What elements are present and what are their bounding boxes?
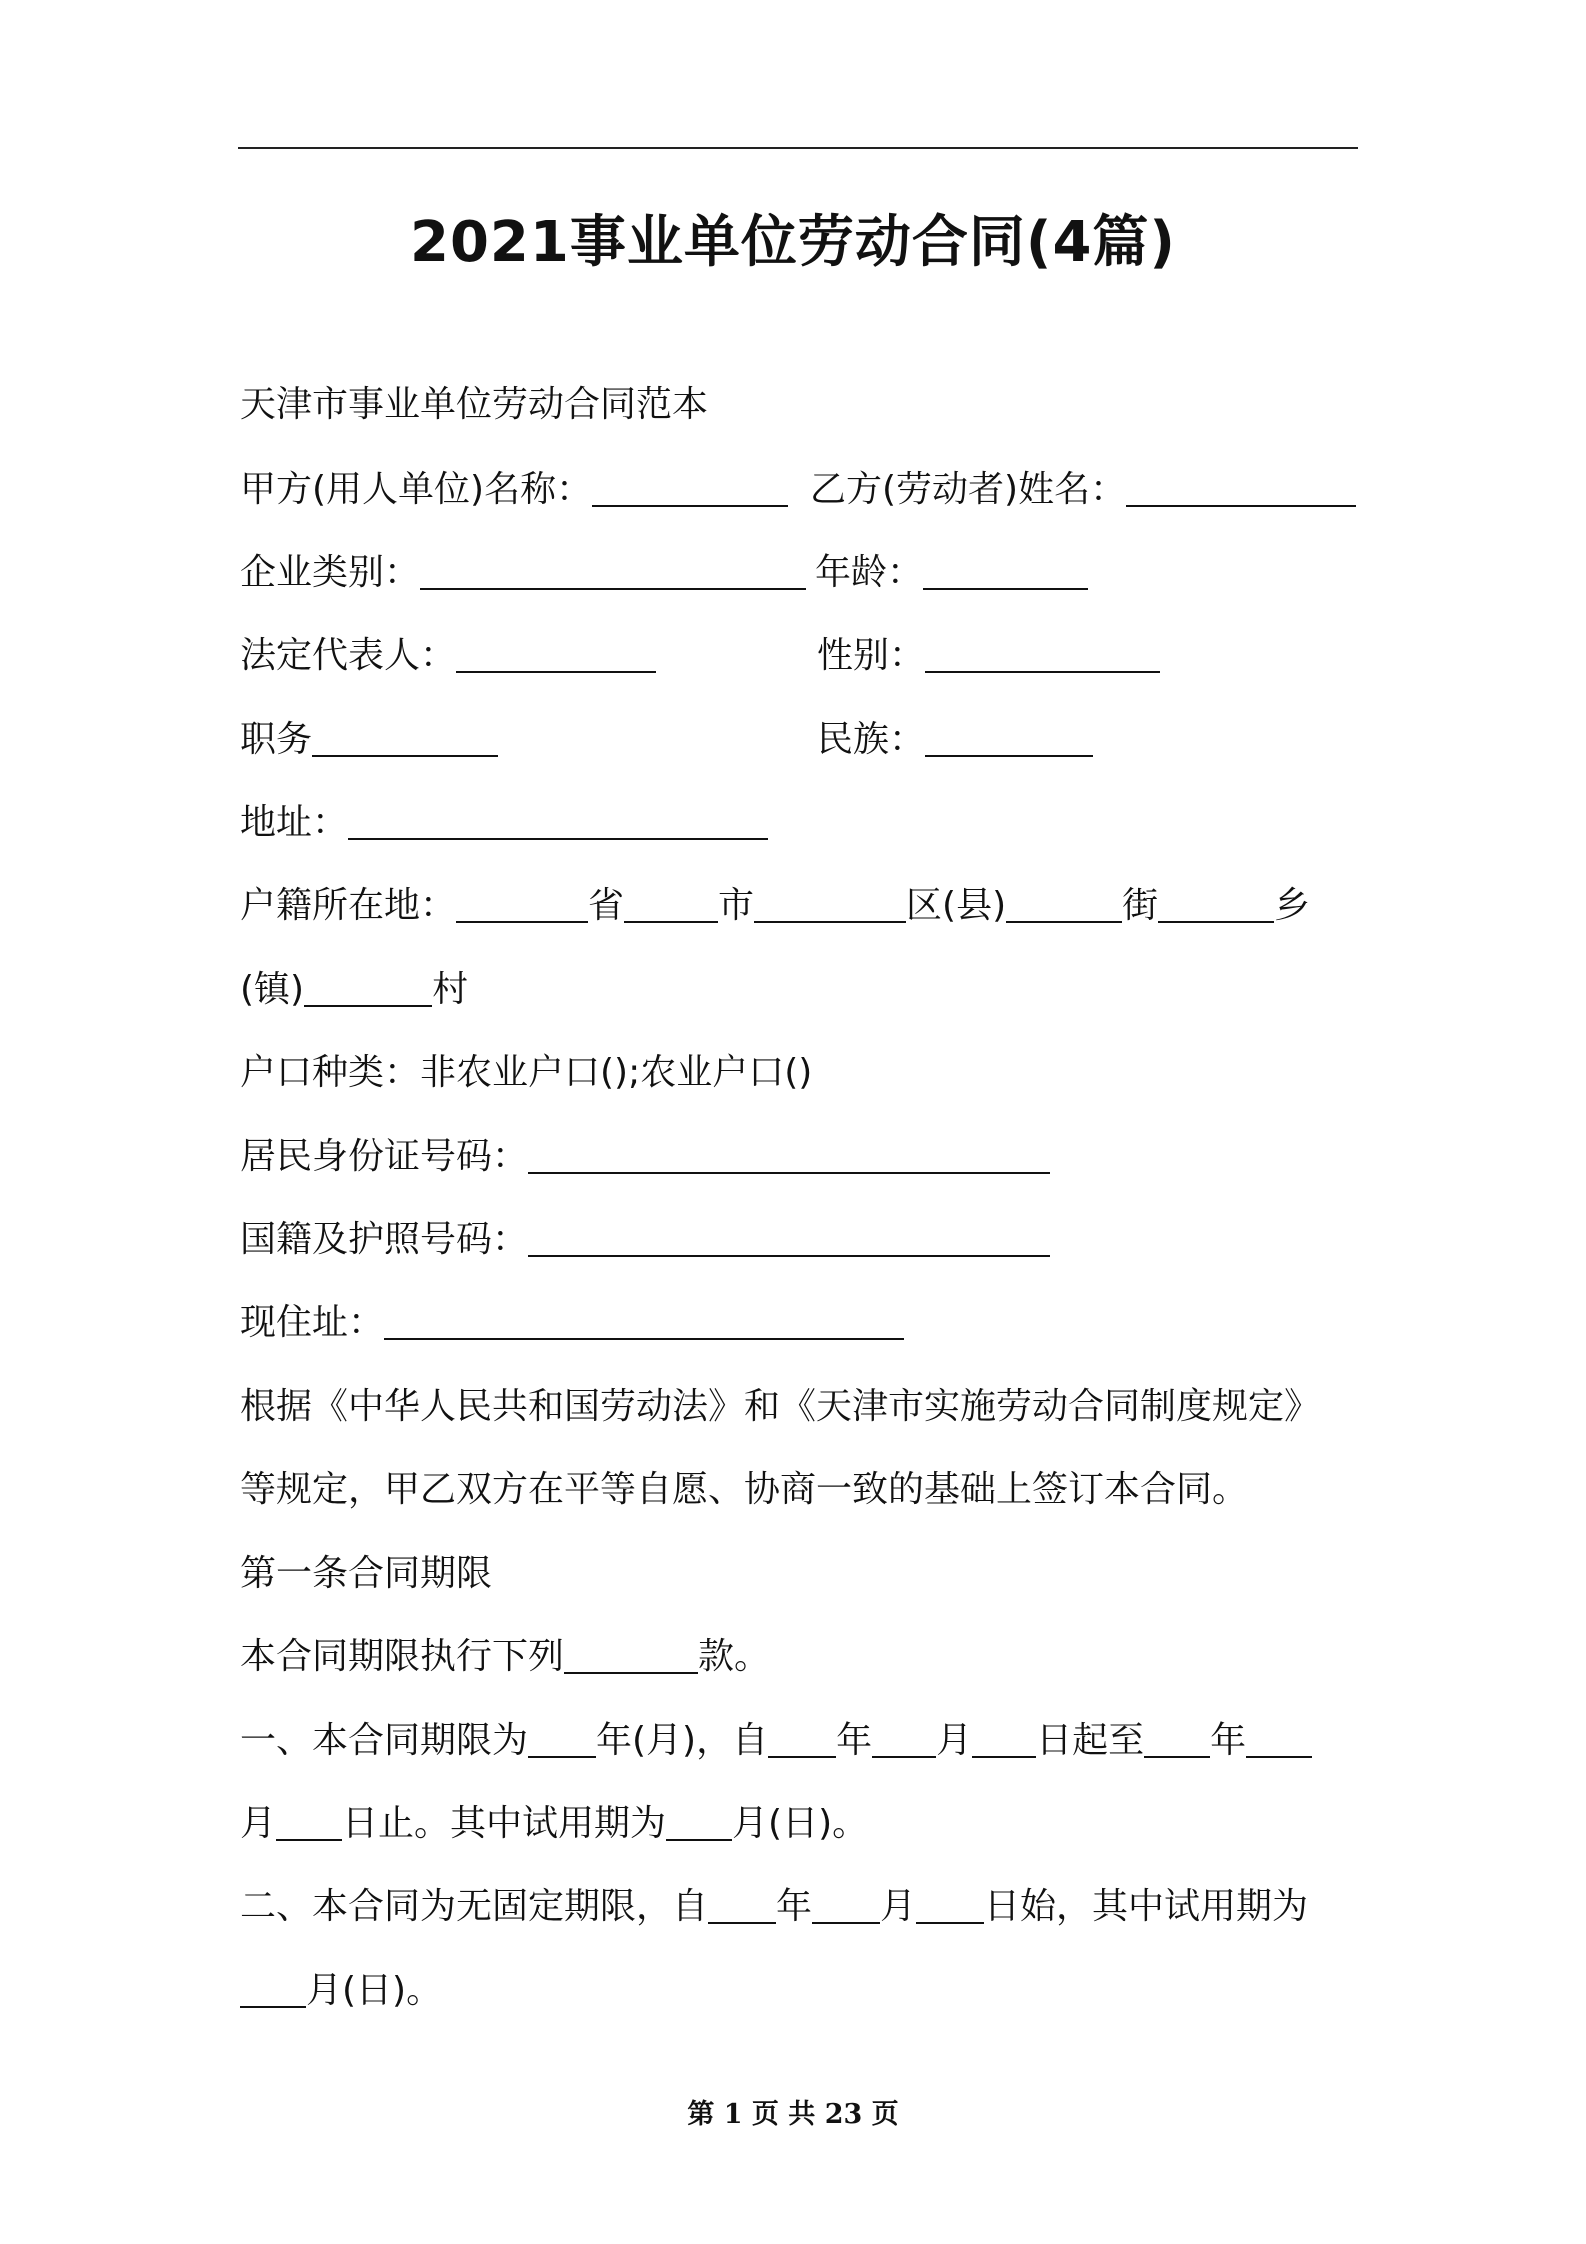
clause-1-row-2 xyxy=(240,1794,868,1854)
clause-2-c: 月 xyxy=(880,1886,917,1927)
street-suffix: 街 xyxy=(1122,885,1159,926)
clause-1-probation-field[interactable] xyxy=(666,1799,732,1841)
legal-rep-field[interactable] xyxy=(456,631,656,673)
clause-1-i: 月(日)。 xyxy=(732,1803,869,1844)
party-b-row xyxy=(810,460,1356,520)
address-field[interactable] xyxy=(348,798,768,840)
enterprise-type-row xyxy=(240,543,806,603)
gender-label: 性别： xyxy=(817,635,926,676)
gender-row xyxy=(817,626,1160,686)
document-subtitle: 天津市事业单位劳动合同范本 xyxy=(240,384,709,425)
clause-2-e: 月(日)。 xyxy=(306,1970,443,2011)
age-field[interactable] xyxy=(923,548,1088,590)
party-b-field[interactable] xyxy=(1126,465,1356,507)
clause-1-years-field[interactable] xyxy=(528,1716,596,1758)
township-suffix: 乡 xyxy=(1274,885,1311,926)
clause-2-a: 二、本合同为无固定期限，自 xyxy=(240,1886,709,1927)
enterprise-type-label: 企业类别： xyxy=(240,552,421,593)
province-suffix: 省 xyxy=(588,885,625,926)
clause-2-row-2 xyxy=(240,1961,442,2021)
clause-1-e: 日起至 xyxy=(1036,1720,1145,1761)
ethnicity-row xyxy=(817,710,1093,770)
township-field[interactable] xyxy=(1158,881,1274,923)
passport-label: 国籍及护照号码： xyxy=(240,1219,529,1260)
legal-rep-row xyxy=(240,626,656,686)
current-address-label: 现住址： xyxy=(240,1302,385,1343)
id-number-label: 居民身份证号码： xyxy=(240,1136,529,1177)
clause-2-start-day-field[interactable] xyxy=(916,1882,984,1924)
party-a-label: 甲方(用人单位)名称： xyxy=(240,469,593,510)
clause-2-d: 日始，其中试用期为 xyxy=(984,1886,1309,1927)
gender-field[interactable] xyxy=(925,631,1160,673)
position-label: 职务 xyxy=(240,719,313,760)
party-a-field[interactable] xyxy=(592,465,788,507)
clause-2-row xyxy=(240,1877,1308,1937)
household-label: 户籍所在地： xyxy=(240,885,457,926)
intro-line-1: 根据《中华人民共和国劳动法》和《天津市实施劳动合同制度规定》 xyxy=(240,1386,1321,1427)
header-rule xyxy=(238,147,1358,149)
address-row xyxy=(240,793,768,853)
current-address-field[interactable] xyxy=(384,1298,904,1340)
household-row xyxy=(240,876,1310,936)
clause-1-b: 年(月)，自 xyxy=(596,1720,769,1761)
town-suffix: (镇) xyxy=(240,969,305,1010)
party-b-label: 乙方(劳动者)姓名： xyxy=(810,469,1127,510)
clause-1-end-month-field[interactable] xyxy=(1246,1716,1312,1758)
clause-1-end-day-field[interactable] xyxy=(276,1799,342,1841)
city-suffix: 市 xyxy=(718,885,755,926)
street-field[interactable] xyxy=(1006,881,1122,923)
clause-1-a: 一、本合同期限为 xyxy=(240,1720,529,1761)
term-clause-pre: 本合同期限执行下列 xyxy=(240,1636,565,1677)
hukou-type-row: 户口种类：非农业户口();农业户口() xyxy=(240,1052,813,1093)
province-field[interactable] xyxy=(456,881,588,923)
clause-1-f: 年 xyxy=(1210,1720,1247,1761)
document-title: 2021事业单位劳动合同(4篇) xyxy=(409,210,1176,275)
age-label: 年龄： xyxy=(815,552,924,593)
clause-1-h: 日止。其中试用期为 xyxy=(342,1803,667,1844)
intro-line-2: 等规定，甲乙双方在平等自愿、协商一致的基础上签订本合同。 xyxy=(240,1469,1249,1510)
article-1-title: 第一条合同期限 xyxy=(240,1553,493,1594)
ethnicity-label: 民族： xyxy=(817,719,926,760)
term-clause-row xyxy=(240,1627,770,1687)
district-field[interactable] xyxy=(754,881,906,923)
address-label: 地址： xyxy=(240,802,349,843)
clause-1-end-year-field[interactable] xyxy=(1144,1716,1210,1758)
clause-1-g: 月 xyxy=(240,1803,277,1844)
clause-1-start-day-field[interactable] xyxy=(972,1716,1036,1758)
clause-2-b: 年 xyxy=(776,1886,813,1927)
id-number-row xyxy=(240,1127,1050,1187)
passport-row xyxy=(240,1210,1050,1270)
legal-rep-label: 法定代表人： xyxy=(240,635,457,676)
clause-1-row xyxy=(240,1711,1312,1771)
village-field[interactable] xyxy=(304,965,432,1007)
clause-1-d: 月 xyxy=(936,1720,973,1761)
household-row-2 xyxy=(240,960,468,1020)
city-field[interactable] xyxy=(624,881,718,923)
clause-1-c: 年 xyxy=(836,1720,873,1761)
passport-field[interactable] xyxy=(528,1215,1050,1257)
party-a-row xyxy=(240,460,788,520)
clause-2-probation-field[interactable] xyxy=(240,1966,306,2008)
clause-2-start-month-field[interactable] xyxy=(812,1882,880,1924)
age-row xyxy=(815,543,1088,603)
position-field[interactable] xyxy=(312,715,498,757)
id-number-field[interactable] xyxy=(528,1132,1050,1174)
clause-1-start-month-field[interactable] xyxy=(872,1716,936,1758)
district-suffix: 区(县) xyxy=(906,885,1007,926)
clause-2-start-year-field[interactable] xyxy=(708,1882,776,1924)
village-suffix: 村 xyxy=(432,969,469,1010)
position-row xyxy=(240,710,498,770)
current-address-row xyxy=(240,1293,904,1353)
term-clause-post: 款。 xyxy=(698,1636,771,1677)
ethnicity-field[interactable] xyxy=(925,715,1093,757)
page-footer: 第 1 页 共 23 页 xyxy=(687,2099,899,2130)
clause-1-start-year-field[interactable] xyxy=(768,1716,836,1758)
term-clause-field[interactable] xyxy=(564,1632,698,1674)
enterprise-type-field[interactable] xyxy=(420,548,806,590)
